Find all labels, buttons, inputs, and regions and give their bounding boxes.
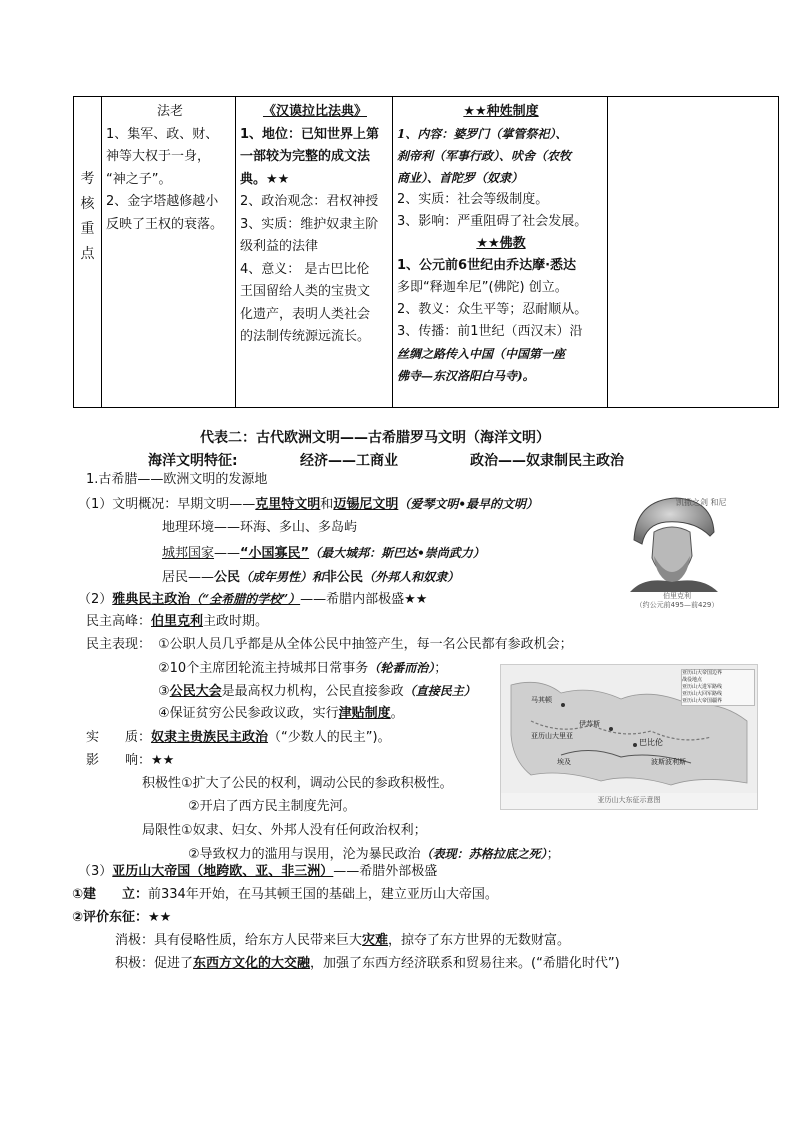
cell-line: 2、教义：众生平等；忍耐顺从。	[397, 302, 588, 317]
pericles-bust-image	[614, 492, 740, 610]
cell-line: 化遗产，表明人类社会	[240, 306, 371, 322]
table-divider	[607, 97, 608, 407]
map-label: 埃及	[557, 758, 571, 766]
pharaoh-cell	[106, 101, 234, 236]
geography-line: 地理环境——环海、多山、多岛屿	[162, 520, 358, 535]
cell-line: 3、实质：维护奴隶主阶	[240, 216, 379, 232]
hammurabi-cell	[240, 101, 390, 349]
cell-line: 4、意义： 是古巴比伦	[240, 261, 370, 277]
economy-feature: 经济——工商业	[300, 453, 398, 469]
map-label: 伊苏斯	[579, 720, 600, 728]
hammurabi-heading: 《汉谟拉比法典》	[262, 104, 367, 119]
cell-line: “神之子”。	[106, 171, 172, 187]
cell-line: 典。★★	[240, 171, 290, 187]
democracy-show-1: ①公职人员几乎都是从全体公民中抽签产生，每一名公民都有参政机会；	[158, 637, 573, 652]
positive-impact-2: ②开启了西方民主制度先河。	[188, 799, 356, 814]
cell-line: 多即“释迦牟尼”(佛陀) 创立。	[397, 280, 568, 295]
cell-line: 级利益的法律	[240, 239, 319, 254]
negative-eval: 消极：具有侵略性质，给东方人民带来巨大灾难，掠夺了东方世界的无数财富。	[115, 933, 571, 948]
cell-line: 2、实质：社会等级制度。	[397, 192, 549, 207]
alexander-campaign-map	[500, 664, 758, 810]
cell-line: 的法制传统源远流长。	[240, 329, 371, 344]
cell-line: 丝绸之路传入中国（中国第一座	[397, 347, 566, 361]
map-label: 马其顿	[531, 696, 552, 704]
cell-line: 1、内容：婆罗门（掌管祭祀）、	[397, 127, 568, 141]
cell-line: 1、集军、政、财、	[106, 126, 219, 142]
map-label: 波斯波利斯	[651, 758, 686, 766]
bust-caption: 伯里克利 （约公元前495—前429）	[635, 592, 719, 609]
limitation-1: 局限性①奴隶、妇女、外邦人没有任何政治权利；	[142, 823, 427, 838]
limitation-2: ②导致权力的滥用与误用，沦为暴民政治（表现：苏格拉底之死）；	[188, 847, 560, 862]
democracy-peak-line: 民主高峰：伯里克利主政时期。	[86, 614, 269, 629]
cell-line: 3、传播：前1世纪（西汉末）沿	[397, 324, 583, 339]
key-points-label: 考 核 重 点	[80, 171, 95, 262]
residents-line: 居民——公民（成年男性）和非公民（外邦人和奴隶）	[162, 570, 460, 585]
cell-line: 刹帝利（军事行政）、吠舍（农牧	[397, 149, 572, 163]
table-divider	[392, 97, 393, 407]
impact-line: 影 响：★★	[86, 753, 175, 768]
evaluation-line: ②评价东征：★★	[72, 910, 172, 925]
athens-democracy-heading: （2）雅典民主政治（“全希腊的学校”）——希腊内部极盛★★	[78, 592, 428, 607]
cell-line: 1、地位：已知世界上第	[240, 126, 380, 142]
table-divider	[101, 97, 102, 407]
democracy-show-4: ④保证贫穷公民参政议政，实行津贴制度。	[158, 706, 404, 721]
overview-line: （1）文明概况：早期文明——克里特文明和迈锡尼文明（爱琴文明•最早的文明）	[78, 497, 538, 512]
democracy-show-label: 民主表现：	[86, 637, 152, 652]
section-title: 代表二：古代欧洲文明——古希腊罗马文明（海洋文明）	[200, 430, 550, 446]
cell-line: 反映了王权的衰落。	[106, 216, 224, 232]
cell-line: 神等大权于一身，	[106, 149, 211, 164]
politics-feature: 政治——奴隶制民主政治	[470, 453, 624, 469]
cell-line: 佛寺—东汉洛阳白马寺)。	[397, 369, 535, 383]
map-caption: 亚历山大东征示意图	[597, 796, 661, 804]
buddhism-heading: ★★佛教	[476, 236, 526, 251]
positive-impact-1: 积极性①扩大了公民的权利，调动公民的参政积极性。	[142, 776, 453, 791]
cell-line: 2、政治观念：君权神授	[240, 194, 379, 209]
exam-key-points-table	[73, 96, 779, 408]
caste-heading: ★★种姓制度	[463, 104, 539, 119]
cell-line: 1、公元前6世纪由乔达摩·悉达	[397, 258, 577, 273]
bust-caption-top: 凯撒之剑 和尼	[676, 498, 727, 507]
city-state-line: 城邦国家——“小国寡民”（最大城邦：斯巴达•崇尚武力）	[162, 546, 485, 561]
subsection-heading: 1.古希腊——欧洲文明的发源地	[86, 472, 268, 487]
cell-line: 王国留给人类的宝贵文	[240, 284, 371, 299]
cell-line: 3、影响：严重阻碍了社会发展。	[397, 214, 588, 229]
features-label: 海洋文明特征:	[148, 453, 238, 469]
table-divider	[235, 97, 236, 407]
cell-line: 商业）、首陀罗（奴隶）	[397, 171, 524, 185]
essence-line: 实 质：奴隶主贵族民主政治（“少数人的民主”)。	[86, 730, 391, 745]
positive-eval: 积极：促进了东西方文化的大交融，加强了东西方经济联系和贸易往来。(“希腊化时代”)	[115, 956, 620, 971]
pharaoh-heading: 法老	[156, 104, 183, 119]
establish-line: ①建 立：前334年开始，在马其顿王国的基础上，建立亚历山大帝国。	[72, 887, 498, 902]
map-label: 亚历山大里亚	[531, 732, 573, 740]
democracy-show-2: ②10个主席团轮流主持城邦日常事务（轮番而治）；	[158, 661, 448, 676]
alexander-empire-heading: （3）亚历山大帝国（地跨欧、亚、非三洲）——希腊外部极盛	[78, 864, 438, 879]
map-legend: 亚历山大帝国边界 战役地点 亚历山大进军路线 亚历山大回军路线 亚历山大帝国疆界	[681, 669, 755, 706]
caste-buddhism-cell	[397, 101, 605, 387]
cell-line: 2、金字塔越修越小	[106, 194, 219, 209]
cell-line: 一部较为完整的成文法	[240, 149, 371, 164]
map-label: 巴比伦	[639, 738, 663, 747]
democracy-show-3: ③公民大会是最高权力机构，公民直接参政（直接民主）	[158, 684, 476, 699]
